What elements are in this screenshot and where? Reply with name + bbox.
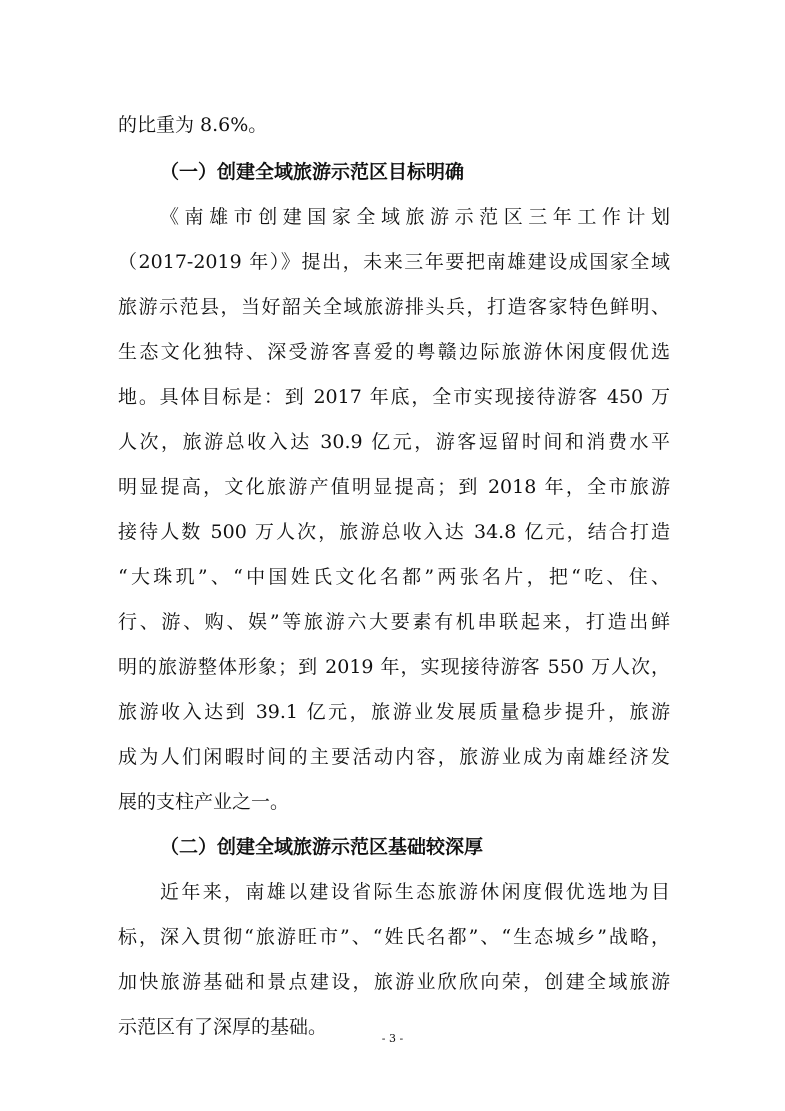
paragraph-line: 成为人们闲暇时间的主要活动内容，旅游业成为南雄经济发 [118, 746, 670, 768]
paragraph-line: 接待人数 500 万人次，旅游总收入达 34.8 亿元，结合打造 [118, 521, 670, 543]
paragraph-line: 示范区有了深厚的基础。 [118, 1016, 328, 1038]
paragraph-line: 明显提高，文化旅游产值明显提高；到 2018 年，全市旅游 [118, 476, 670, 498]
paragraph-line: 生态文化独特、深受游客喜爱的粤赣边际旅游休闲度假优选 [118, 341, 670, 363]
paragraph-line: （2017-2019 年）》提出，未来三年要把南雄建设成国家全域 [118, 251, 670, 273]
paragraph-line: 《南雄市创建国家全域旅游示范区三年工作计划 [160, 206, 670, 228]
paragraph-line: 地。具体目标是：到 2017 年底，全市实现接待游客 450 万 [118, 386, 670, 408]
paragraph-line: 的比重为 8.6%。 [118, 114, 268, 136]
paragraph-line: 近年来，南雄以建设省际生态旅游休闲度假优选地为目 [160, 881, 670, 903]
paragraph-line: 旅游示范县，当好韶关全域旅游排头兵，打造客家特色鲜明、 [118, 296, 670, 318]
section-heading-1: （一）创建全域旅游示范区目标明确 [160, 161, 465, 183]
paragraph-line: “大珠玑”、“中国姓氏文化名都”两张名片，把“吃、住、 [118, 566, 670, 588]
paragraph-line: 展的支柱产业之一。 [118, 791, 290, 813]
paragraph-line: 明的旅游整体形象；到 2019 年，实现接待游客 550 万人次， [118, 656, 670, 678]
paragraph-line: 旅游收入达到 39.1 亿元，旅游业发展质量稳步提升，旅游 [118, 701, 670, 723]
paragraph-line: 人次，旅游总收入达 30.9 亿元，游客逗留时间和消费水平 [118, 431, 670, 453]
paragraph-line: 行、游、购、娱”等旅游六大要素有机串联起来，打造出鲜 [118, 611, 670, 633]
page-number: - 3 - [381, 1032, 404, 1045]
section-heading-2: （二）创建全域旅游示范区基础较深厚 [160, 836, 484, 858]
paragraph-line: 加快旅游基础和景点建设，旅游业欣欣向荣，创建全域旅游 [118, 971, 670, 993]
paragraph-line: 标，深入贯彻“旅游旺市”、“姓氏名都”、“生态城乡”战略， [118, 926, 670, 948]
